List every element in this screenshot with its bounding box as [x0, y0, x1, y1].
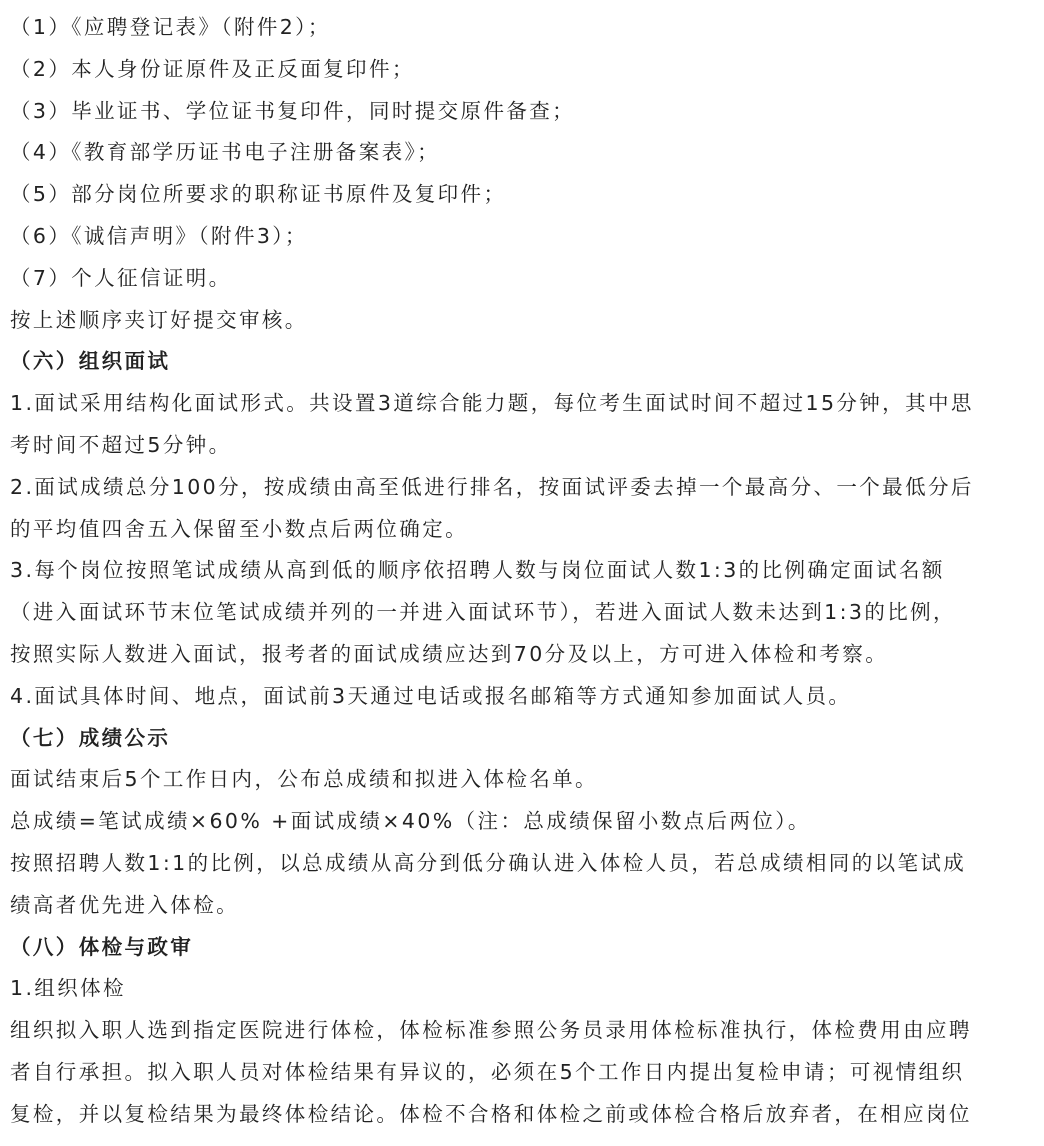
doc-line: 按上述顺序夹订好提交审核。 — [10, 307, 308, 332]
doc-line: 1.组织体检 — [10, 976, 126, 1001]
doc-line: （3）毕业证书、学位证书复印件，同时提交原件备查； — [10, 98, 576, 123]
doc-line: 4.面试具体时间、地点，面试前3天通过电话或报名邮箱等方式通知参加面试人员。 — [10, 683, 852, 708]
doc-line: 的平均值四舍五入保留至小数点后两位确定。 — [10, 516, 468, 541]
document-body — [10, 7, 1030, 1136]
doc-line: 1.面试采用结构化面试形式。共设置3道综合能力题，每位考生面试时间不超过15分钟，其中思 — [10, 391, 974, 416]
doc-line: （2）本人身份证原件及正反面复印件； — [10, 56, 415, 81]
doc-line: （6）《诚信声明》（附件3）； — [10, 223, 308, 248]
doc-line: 者自行承担。拟入职人员对体检结果有异议的，必须在5个工作日内提出复检申请；可视情组织 — [10, 1059, 965, 1084]
doc-line: 考时间不超过5分钟。 — [10, 432, 232, 457]
doc-line: 按照招聘人数1:1的比例，以总成绩从高分到低分确认进入体检人员，若总成绩相同的以笔试成 — [10, 850, 967, 875]
doc-line: （7）个人征信证明。 — [10, 265, 232, 290]
section-heading: （八）体检与政审 — [10, 934, 194, 959]
doc-line: （进入面试环节末位笔试成绩并列的一并进入面试环节），若进入面试人数未达到1:3的比例， — [10, 600, 956, 625]
doc-line: 按照实际人数进入面试，报考者的面试成绩应达到70分及以上，方可进入体检和考察。 — [10, 641, 889, 666]
doc-line: 2.面试成绩总分100分，按成绩由高至低进行排名，按面试评委去掉一个最高分、一个最低分后 — [10, 474, 974, 499]
doc-line: 面试结束后5个工作日内，公布总成绩和拟进入体检名单。 — [10, 767, 598, 792]
doc-line: （5）部分岗位所要求的职称证书原件及复印件； — [10, 182, 507, 207]
doc-line: （1）《应聘登记表》（附件2）； — [10, 15, 331, 39]
doc-line: 总成绩=笔试成绩×60% +面试成绩×40%（注：总成绩保留小数点后两位）。 — [10, 809, 811, 834]
doc-line: （4）《教育部学历证书电子注册备案表》； — [10, 140, 441, 165]
section-heading: （六）组织面试 — [10, 349, 171, 374]
doc-line: 3.每个岗位按照笔试成绩从高到低的顺序依招聘人数与岗位面试人数1:3的比例确定面试名额 — [10, 558, 945, 583]
section-heading: （七）成绩公示 — [10, 725, 171, 750]
doc-line: 复检，并以复检结果为最终体检结论。体检不合格和体检之前或体检合格后放弃者，在相应岗位 — [10, 1101, 972, 1126]
doc-line: 绩高者优先进入体检。 — [10, 892, 239, 917]
doc-line: 组织拟入职人选到指定医院进行体检，体检标准参照公务员录用体检标准执行，体检费用由应聘 — [10, 1018, 972, 1043]
